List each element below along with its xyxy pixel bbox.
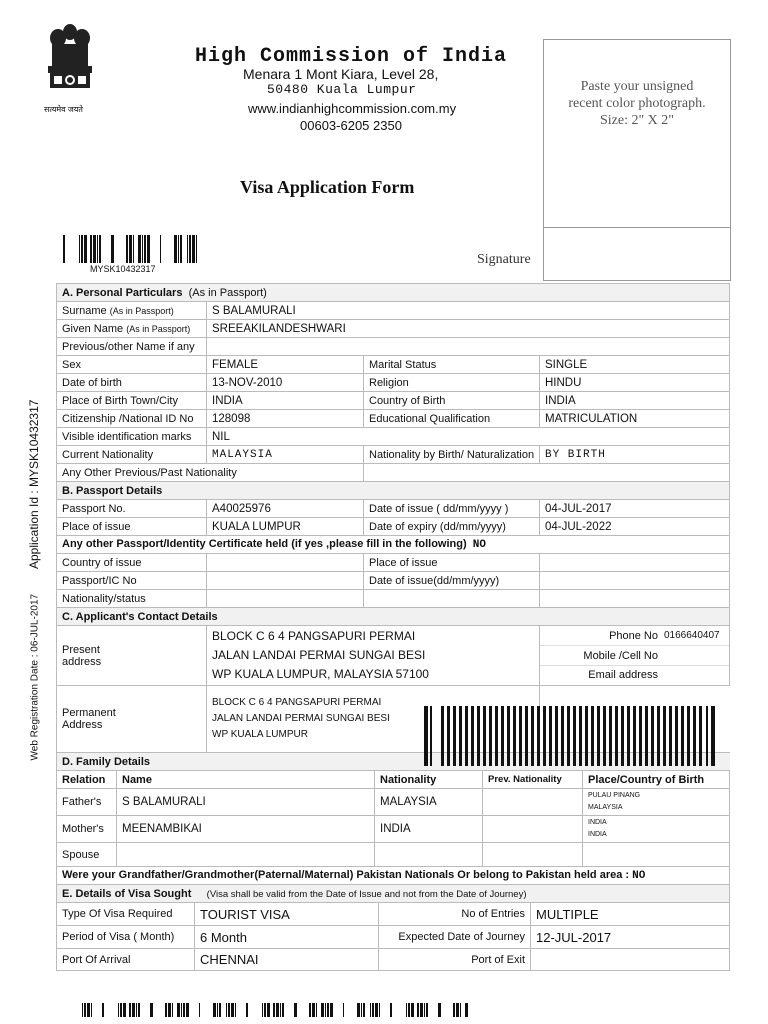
country-issue-label: Country of issue	[57, 554, 207, 572]
expiry-date-field[interactable]: 04-JUL-2022	[540, 518, 730, 536]
passport-ic-label: Passport/IC No	[57, 572, 207, 590]
previous-name-label: Previous/other Name if any	[57, 338, 207, 356]
mother-prev-nationality-field[interactable]	[483, 816, 583, 843]
other-passport-answer: NO	[472, 539, 486, 551]
given-name-label: Given Name (As in Passport)	[57, 320, 207, 338]
cob-label: Country of Birth	[364, 392, 540, 410]
citizenship-field[interactable]: 128098	[207, 410, 364, 428]
other-passport-question: Any other Passport/Identity Certificate held (if yes ,please fill in the following) NO	[57, 536, 730, 554]
sex-label: Sex	[57, 356, 207, 374]
issue-date-2-field[interactable]	[540, 572, 730, 590]
section-b-header: B. Passport Details	[57, 482, 730, 500]
father-label: Father's	[57, 789, 117, 816]
phone-field[interactable]: 0166640407	[664, 630, 720, 641]
emblem-motto: सत्यमेव जयते	[44, 105, 83, 114]
top-barcode	[57, 235, 197, 263]
entries-label: No of Entries	[379, 903, 531, 926]
phone-number: 00603-6205 2350	[300, 118, 402, 133]
mother-nationality-field[interactable]: INDIA	[375, 816, 483, 843]
journey-date-field[interactable]: 12-JUL-2017	[531, 926, 730, 949]
education-field[interactable]: MATRICULATION	[540, 410, 730, 428]
passport-no-label: Passport No.	[57, 500, 207, 518]
mother-name-field[interactable]: MEENAMBIKAI	[117, 816, 375, 843]
mother-pob-field[interactable]: INDIA INDIA	[583, 816, 730, 843]
period-field[interactable]: 6 Month	[195, 926, 379, 949]
address-line-2: 50480 Kuala Lumpur	[267, 82, 417, 97]
journey-date-label: Expected Date of Journey	[379, 926, 531, 949]
issue-date-field[interactable]: 04-JUL-2017	[540, 500, 730, 518]
issue-place-field[interactable]: KUALA LUMPUR	[207, 518, 364, 536]
embassy-title: High Commission of India	[195, 45, 508, 68]
present-address-label: Present address	[57, 626, 207, 686]
col-name: Name	[117, 771, 375, 789]
section-e-header: E. Details of Visa Sought (Visa shall be valid from the Date of Issue and not from the Date of Journey)	[57, 885, 730, 903]
visa-type-field[interactable]: TOURIST VISA	[195, 903, 379, 926]
website: www.indianhighcommission.com.my	[248, 101, 457, 116]
marital-label: Marital Status	[364, 356, 540, 374]
nationality-status-field[interactable]	[207, 590, 364, 608]
sex-field[interactable]: FEMALE	[207, 356, 364, 374]
permanent-address-field[interactable]: BLOCK C 6 4 PANGSAPURI PERMAI JALAN LANDAI PERMAI SUNGAI BESI WP KUALA LUMPUR	[207, 686, 540, 753]
contact-numbers: Phone No 0166640407 Mobile /Cell No Email address	[540, 626, 730, 686]
application-id-sidetext: Application Id : MYSK10432317	[27, 399, 41, 569]
form-title: Visa Application Form	[240, 177, 415, 197]
nationality-status-label: Nationality/status	[57, 590, 207, 608]
period-label: Period of Visa ( Month)	[57, 926, 195, 949]
section-a-header: A. Personal Particulars (As in Passport)	[57, 284, 730, 302]
given-name-field[interactable]: SREEAKILANDESHWARI	[207, 320, 730, 338]
expiry-date-label: Date of expiry (dd/mm/yyyy)	[364, 518, 540, 536]
prev-nationality-label: Any Other Previous/Past Nationality	[57, 464, 364, 482]
col-place-birth: Place/Country of Birth	[583, 771, 730, 789]
father-pob-field[interactable]: PULAU PINANG MALAYSIA	[583, 789, 730, 816]
entries-field[interactable]: MULTIPLE	[531, 903, 730, 926]
pakistan-question: Were your Grandfather/Grandmother(Paternal/Maternal) Pakistan Nationals Or belong to Pakistan held area : NO	[57, 867, 730, 885]
permanent-address-label: Permanent Address	[57, 686, 207, 753]
section-c-header: C. Applicant's Contact Details	[57, 608, 730, 626]
national-emblem-icon	[42, 18, 98, 98]
mother-label: Mother's	[57, 816, 117, 843]
photo-box	[543, 39, 731, 228]
cob-field[interactable]: INDIA	[540, 392, 730, 410]
signature-box	[543, 226, 731, 281]
nationality-by-label: Nationality by Birth/ Naturalization	[364, 446, 540, 464]
nationality-field[interactable]: MALAYSIA	[207, 446, 364, 464]
address-line-1: Menara 1 Mont Kiara, Level 28,	[243, 66, 439, 82]
education-label: Educational Qualification	[364, 410, 540, 428]
father-name-field[interactable]: S BALAMURALI	[117, 789, 375, 816]
marks-field[interactable]: NIL	[207, 428, 730, 446]
section-d-header: D. Family Details	[57, 753, 730, 771]
registration-date-sidetext: Web Registration Date : 06-JUL-2017	[29, 593, 41, 761]
surname-label: Surname (As in Passport)	[57, 302, 207, 320]
pdf417-barcode	[424, 706, 719, 766]
father-prev-nationality-field[interactable]	[483, 789, 583, 816]
religion-label: Religion	[364, 374, 540, 392]
prev-nationality-field[interactable]	[364, 464, 730, 482]
place-issue-2-label: Place of issue	[364, 554, 540, 572]
arrival-port-field[interactable]: CHENNAI	[195, 949, 379, 971]
signature-label: Signature	[477, 252, 531, 267]
marks-label: Visible identification marks	[57, 428, 207, 446]
spouse-nationality-field[interactable]	[375, 843, 483, 867]
spouse-prev-nationality-field[interactable]	[483, 843, 583, 867]
photo-instruction-2: recent color photograph.	[568, 96, 706, 111]
issue-date-2-label: Date of issue(dd/mm/yyyy)	[364, 572, 540, 590]
nationality-label: Current Nationality	[57, 446, 207, 464]
passport-no-field[interactable]: A40025976	[207, 500, 364, 518]
citizenship-label: Citizenship /National ID No	[57, 410, 207, 428]
photo-instruction-3: Size: 2" X 2"	[599, 113, 675, 128]
dob-label: Date of birth	[57, 374, 207, 392]
passport-ic-field[interactable]	[207, 572, 364, 590]
dob-field[interactable]: 13-NOV-2010	[207, 374, 364, 392]
pob-field[interactable]: INDIA	[207, 392, 364, 410]
bottom-barcode	[78, 1003, 468, 1017]
arrival-port-label: Port Of Arrival	[57, 949, 195, 971]
present-address-field[interactable]: BLOCK C 6 4 PANGSAPURI PERMAI JALAN LANDAI PERMAI SUNGAI BESI WP KUALA LUMPUR, MALAYSIA 57100	[207, 626, 540, 686]
religion-field[interactable]: HINDU	[540, 374, 730, 392]
father-nationality-field[interactable]: MALAYSIA	[375, 789, 483, 816]
exit-port-label: Port of Exit	[379, 949, 531, 971]
spouse-name-field[interactable]	[117, 843, 375, 867]
nationality-by-field[interactable]: BY BIRTH	[540, 446, 730, 464]
surname-field[interactable]: S BALAMURALI	[207, 302, 730, 320]
marital-field[interactable]: SINGLE	[540, 356, 730, 374]
spouse-label: Spouse	[57, 843, 117, 867]
spouse-pob-field[interactable]	[583, 843, 730, 867]
previous-name-field[interactable]	[207, 338, 730, 356]
exit-port-field[interactable]	[531, 949, 730, 971]
pob-label: Place of Birth Town/City	[57, 392, 207, 410]
issue-date-label: Date of issue ( dd/mm/yyyy )	[364, 500, 540, 518]
barcode-id: MYSK10432317	[90, 264, 156, 274]
col-nationality: Nationality	[375, 771, 483, 789]
pakistan-answer: NO	[632, 870, 646, 882]
visa-type-label: Type Of Visa Required	[57, 903, 195, 926]
issue-place-label: Place of issue	[57, 518, 207, 536]
country-issue-field[interactable]	[207, 554, 364, 572]
photo-instruction-1: Paste your unsigned	[580, 79, 694, 94]
col-relation: Relation	[57, 771, 117, 789]
place-issue-2-field[interactable]	[540, 554, 730, 572]
visa-form	[56, 283, 729, 983]
col-prev-nationality: Prev. Nationality	[483, 771, 583, 789]
